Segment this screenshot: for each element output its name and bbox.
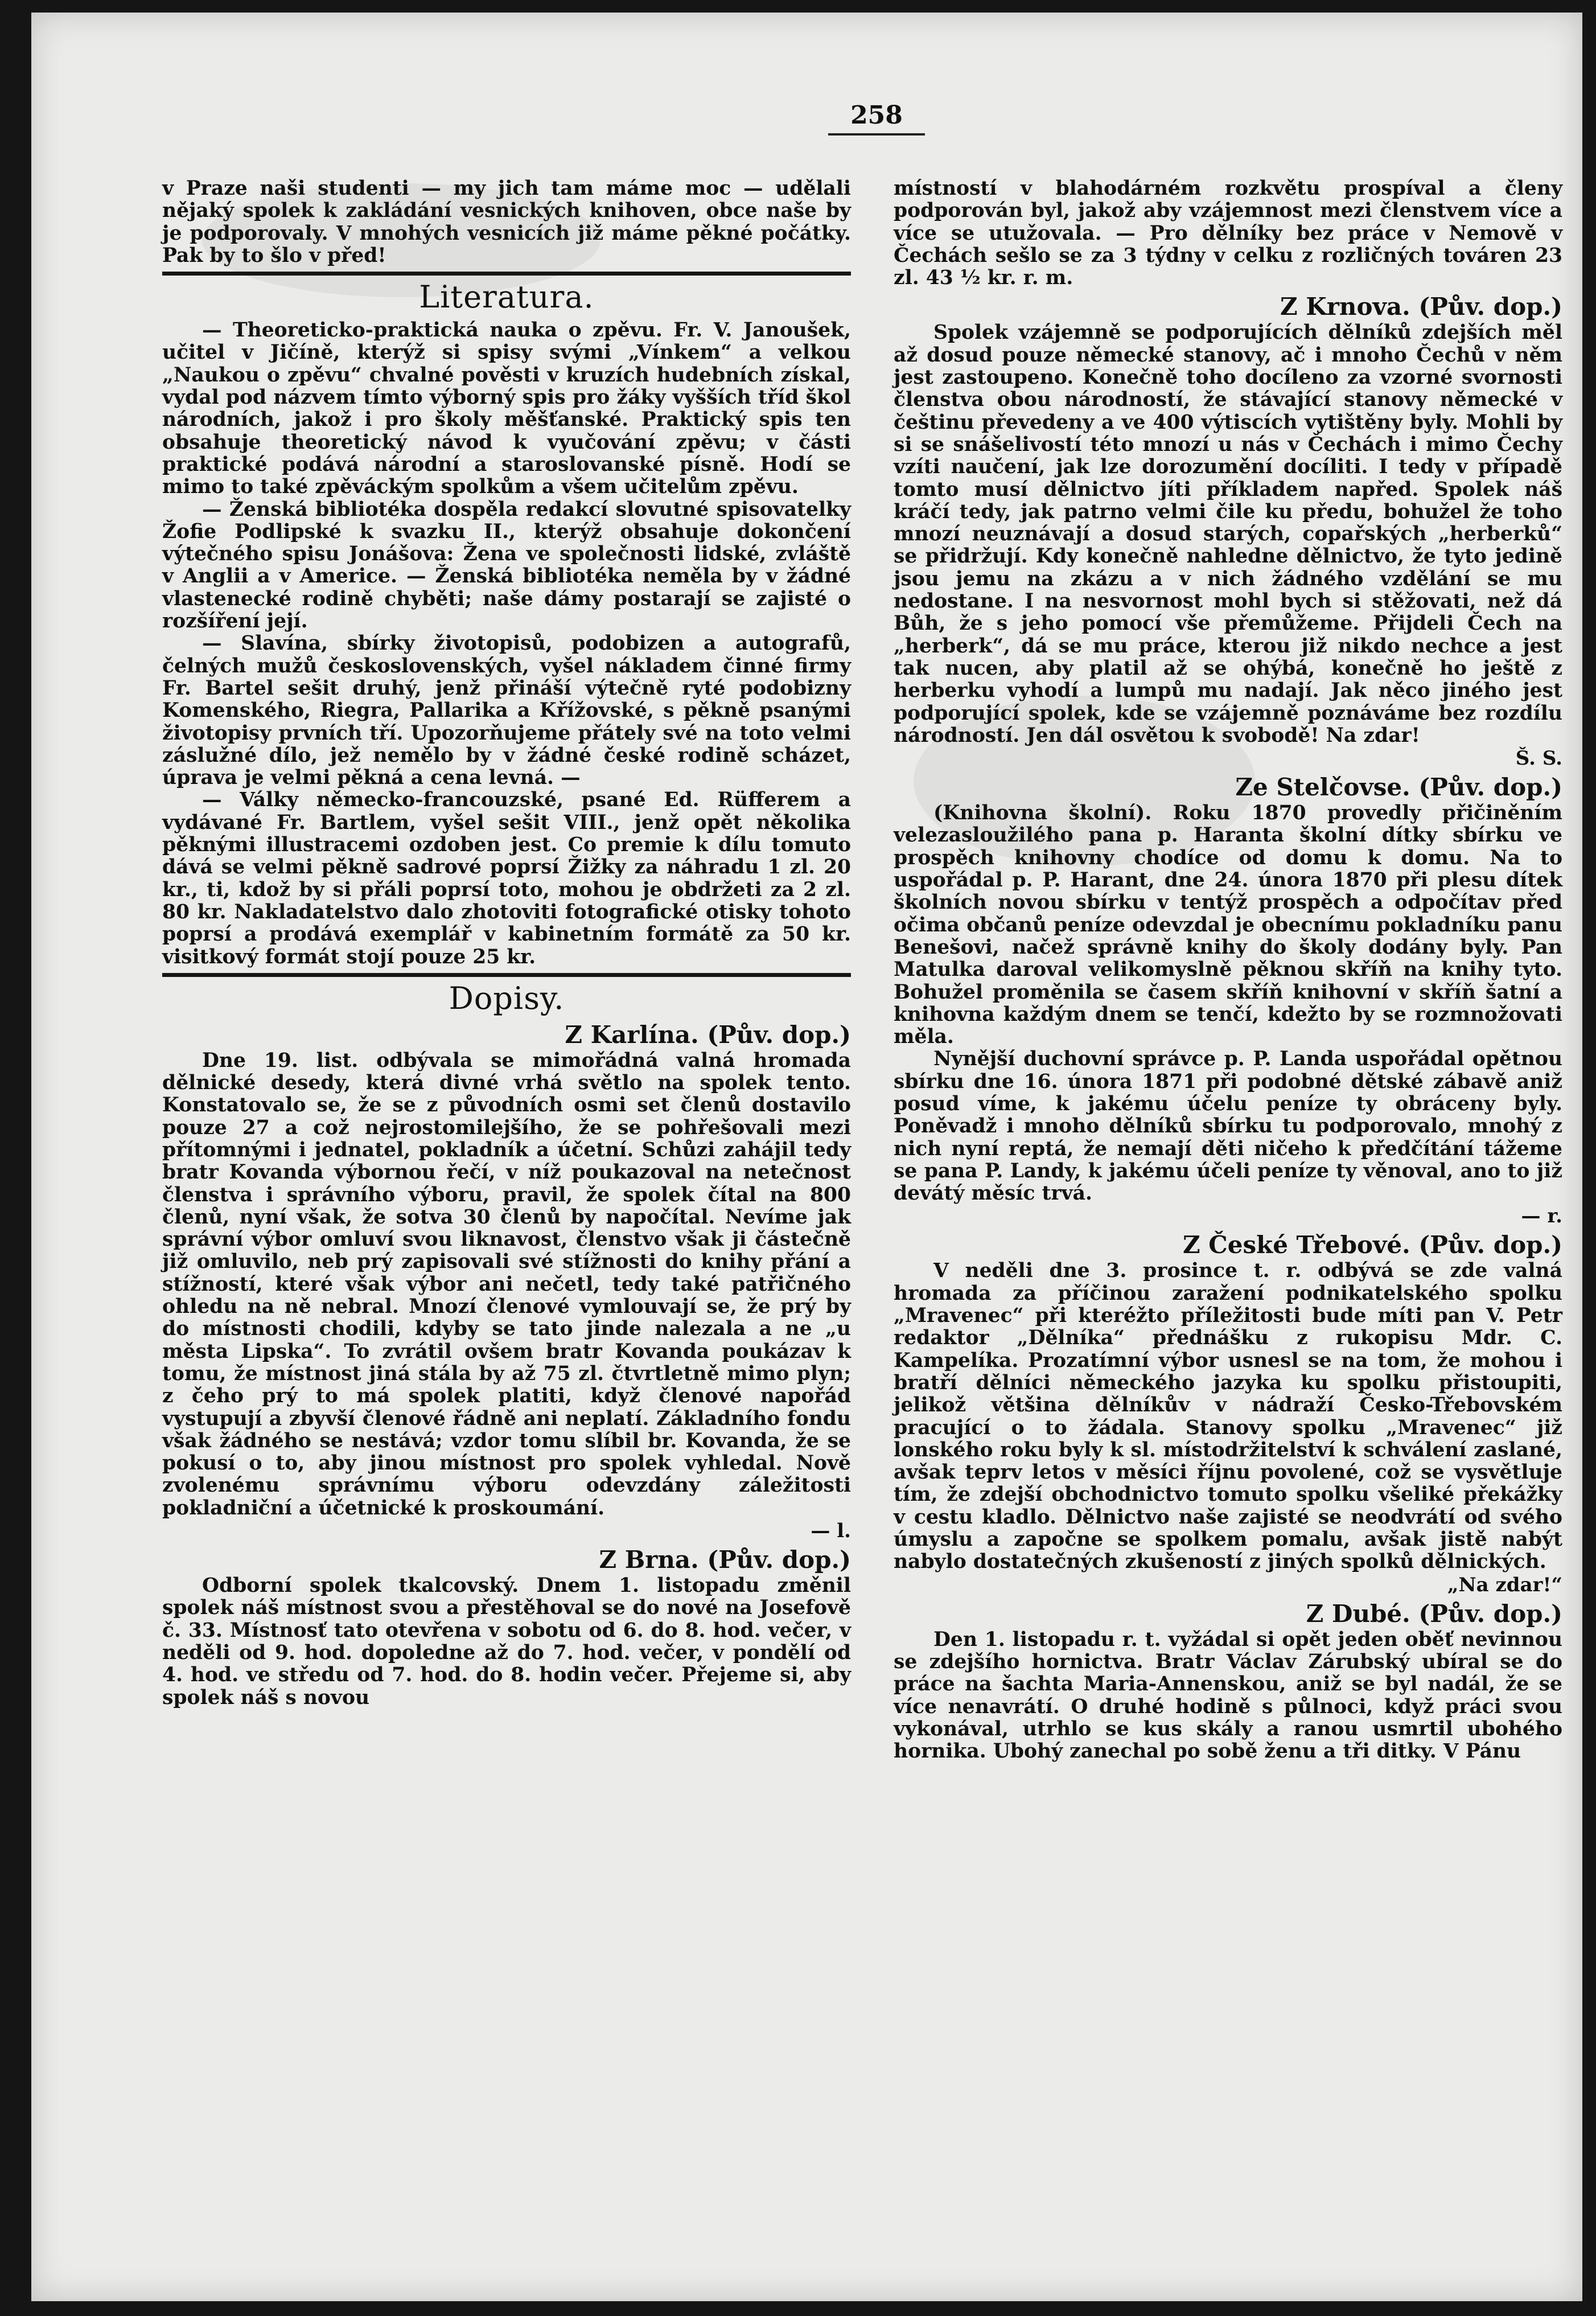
literature-item: — Theoreticko-praktická nauka o zpěvu. Fr. V. Janoušek, učitel v Jičíně, kterýž si spisy svými „Vínkem“ a velkou „Naukou o zpěvu“ chvalné pověsti v kruzích hudebních získal, vydal pod názvem tímto výborný spis pro žáky vyšších tříd škol národních, jakož i pro školy měšťanské. Praktický spis ten obsahuje theoretický návod k vyučování zpěvu; v části praktické podává národní a staroslovanské písně. Hodí se mimo to také zpěváckým spolkům a všem učitelům zpěvu. (162, 319, 851, 499)
letter-place-karlin: Z Karlína. (Pův. dop.) (565, 1020, 851, 1049)
left-column (162, 178, 851, 1709)
letter-place-dube: Z Dubé. (Pův. dop.) (1306, 1599, 1562, 1628)
letter-signature: Š. S. (1515, 747, 1562, 770)
letter-place-brno: Z Brna. (Pův. dop.) (599, 1546, 851, 1574)
literatura-heading: Literatura. (419, 279, 594, 315)
section-divider (162, 272, 851, 276)
letter-text-trebova: V neděli dne 3. prosince t. r. odbývá se zde valná hromada za příčinou zaražení podnikatelského spolku „Mravenec“ při kteréžto příležitosti bude míti pan V. Petr redaktor „Dělníka“ přednášku z rukopisu Mdr. C. Kampelíka. Prozatímní výbor usnesl se na tom, že mohou i bratří dělníci německého jazyka ku spolku přistoupiti, jelikož většina dělníkův v nádraží Česko-Třebovském pracující o to žádala. Stanovy spolku „Mravenec“ již lonského roku byly k sl. místodržitelství k schválení zaslané, avšak teprv letos v měsíci říjnu povolené, což se vysvětluje tím, že zdejší obchodnictvo tomuto spolku všeliké překážky v cestu kladlo. Dělnictvo naše zajisté se neodvrátí od svého úmyslu a započne se spolkem pomalu, avšak jistě nabýt nabylo dostatečných zkušeností z jiných spolků dělnických. (894, 1259, 1562, 1574)
letter-place-krnov: Z Krnova. (Pův. dop.) (1280, 293, 1562, 321)
newspaper-page (31, 13, 1582, 2301)
brno-continuation: místností v blahodárném rozkvětu prospíval a členy podporován byl, jakož aby vzájemnost mezi členstvem více a více se utužovala. — Pro dělníky bez práce v Nemově v Čechách sešlo se za 3 týdny v celku z rozličných továren 23 zl. 43 ½ kr. r. m. (894, 177, 1562, 290)
letter-text-krnov: Spolek vzájemně se podporujících dělníků zdejších měl až dosud pouze německé stanovy, ač i mnoho Čechů v něm jest zastoupeno. Konečně toho docíleno za vzorné svornosti členstva obou národností, že stávající stanovy německé v češtinu převedeny a ve 400 výtiscích vytištěny byly. Mohli by si se snášelivostí této mnozí u nás v Čechách i mimo Čechy vzíti naučení, jak lze dorozumění docíliti. I tedy v případě tomto musí dělnictvo jíti příkladem napřed. Spolek náš kráčí tedy, jak patrno velmi čile ku předu, bohužel že toho mnozí neuznávají a dosud starých, copařských „herberků“ se přidržují. Kdy konečně nahledne dělnictvo, že tyto jedině jsou jemu na zkázu a v nich žádného vzdělání se mu nedostane. I na nesvornost mohl bych si stěžovati, než dá Bůh, že s jeho pomocí vše přemůžeme. Přijdeli Čech na „herberk“, dá se mu práce, kterou již nikdo nechce a jest tak nucen, aby platil až se ohýbá, konečně ho ještě z herberku vyhodí a lumpů mu nadají. Jak něco jiného jest podporující spolek, kde se vzájemně poznáváme bez rozdílu národností. Jen dál osvětou k svobodě! Na zdar! (894, 321, 1562, 747)
letter-text-dube: Den 1. listopadu r. t. vyžádal si opět jeden oběť nevinnou se zdejšího hornictva. Bratr Václav Zárubský ubíral se do práce na šachta Maria-Annenskou, aniž se byl nadál, že se více nenavrátí. O druhé hodině s půlnoci, když práci svou vykonával, utrhlo se kus skály a ranou usmrtil ubohého hornika. Ubohý zanechal po sobě ženu a tři ditky. V Pánu (894, 1628, 1562, 1763)
letter-text-stelcovse-2: Nynější duchovní správce p. P. Landa uspořádal opětnou sbírku dne 16. února 1871 při podobné dětské zábavě aniž posud víme, k jakému účelu peníze ty obráceny byly. Poněvadž i mnoho dělníků sbírku tu podporovalo, mnohý z nich nyní reptá, že nemají děti ničeho k předčítání tážeme se pana P. Landy, k jakému účeli peníze ty věnoval, ano to již devátý měsíc trvá. (894, 1048, 1562, 1205)
letter-signature: „Na zdar!“ (1447, 1573, 1562, 1596)
dopisy-heading: Dopisy. (449, 980, 565, 1016)
literature-item: — Války německo-francouzské, psané Ed. Rüfferem a vydávané Fr. Bartlem, vyšel sešit VIII., jenž opět několika pěknými illustracemi ozdoben jest. Co premie k dílu tomuto dává se velmi pěkně sadrové poprsí Žižky za náhradu 1 zl. 20 kr., ti, kdož by si přáli poprsí toto, mohou je obdržeti za 2 zl. 80 kr. Nakladatelstvo dalo zhotoviti fotografické otisky tohoto poprsí a prodává exemplář v kabinetním formátě za 50 kr. visitkový formát stojí pouze 25 kr. (162, 789, 851, 968)
intro-paragraph: v Praze naši studenti — my jich tam máme moc — udělali nějaký spolek k zakládání vesnických knihoven, obce naše by je podporovaly. V mnohých vesnicích již máme pěkné počátky. Pak by to šlo v před! (162, 177, 851, 267)
letter-signature: — l. (811, 1520, 851, 1543)
section-divider (162, 973, 851, 977)
letter-place-stelcovse: Ze Stelčovse. (Pův. dop.) (1235, 773, 1562, 802)
letter-place-trebova: Z České Třebové. (Pův. dop.) (1183, 1231, 1562, 1259)
letter-text-brno: Odborní spolek tkalcovský. Dnem 1. listopadu změnil spolek náš místnost svou a přestěhoval se do nové na Josefově č. 33. Místnosť tato otevřena v sobotu od 6. do 8. hod. večer, v neděli od 9. hod. dopoledne až do 7. hod. večer, v pondělí od 4. hod. ve středu od 7. hod. do 8. hodin večer. Přejeme si, aby spolek náš s novou (162, 1574, 851, 1709)
letter-text-stelcovse: (Knihovna školní). Roku 1870 provedly přičiněním velezasloužilého pana p. Haranta školní dítky sbírku ve prospěch knihovny chodíce od domu k domu. Na to uspořádal p. P. Harant, dne 24. února 1870 při plesu dítek školních novou sbírku v tentýž prospěch a odpočítav před očima občanů peníze odevzdal je obecnímu pokladníku panu Benešovi, načež správně knihy do školy dodány byly. Pan Matulka daroval velikomyslně pěknou skříň na knihy tyto. Bohužel proměnila se časem skříň knihovní v skříň šatní a knihovna každým dnem se tenčí, kdežto by se rozmnožovati měla. (894, 802, 1562, 1049)
letter-text-karlin: Dne 19. list. odbývala se mimořádná valná hromada dělnické desedy, která divné vrhá světlo na spolek tento. Konstatovalo se, že se z původních osmi set členů dostavilo pouze 27 a což nejrostomilejšího, že se pohřešovali mezi přítomnými i jednatel, pokladník a účetní. Schůzi zahájil tedy bratr Kovanda výbornou řečí, v níž poukazoval na netečnost členstva i správního výboru, pravil, že spolek čítal na 800 členů, nyní však, že sotva 30 členů by napočítal. Nevíme jak správní výbor omluví svou liknavost, členstvo však ji částečně již omluvilo, neb prý zapisovali své stížnosti do knihy přání a stížností, které však výbor ani nečetl, tedy také patřičného ohledu na ně nebral. Mnozí členové vymlouvají se, že prý by do místnosti chodili, kdyby se tato jinde nalezala a ne „u města Lipska“. To zvrátil ovšem bratr Kovanda poukázav k tomu, že místnost jiná stála by až 75 zl. čtvrtletně mimo plyn; z čeho prý to má spolek platiti, když členové napořád vystupují a zbyvší členové řádně ani neplatí. Základního fondu však žádného se nestává; vzdor tomu slíbil br. Kovanda, že se pokusí o to, aby jinou místnost pro spolek vyhledal. Nově zvolenému správnímu výboru odevzdány záležitosti pokladniční a účetnické k proskoumání. (162, 1049, 851, 1520)
letter-signature: — r. (1521, 1205, 1562, 1228)
literature-item: — Ženská bibliotéka dospěla redakcí slovutné spisovatelky Žofie Podlipské k svazku II., kterýž obsahuje dokončení výtečného spisu Jonášova: Žena ve společnosti lidské, zvláště v Anglii a v Americe. — Ženská bibliotéka neměla by v žádné vlastenecké rodině chyběti; naše dámy postarají se zajisté o rozšíření její. (162, 498, 851, 633)
literature-item: — Slavína, sbírky životopisů, podobizen a autografů, čelných mužů československých, vyšel nákladem činné firmy Fr. Bartel sešit druhý, jenž přináší výtečně ryté podobizny Komenského, Riegra, Pallarika a Křížovské, s pěkně psanými životopisy prvních tří. Upozorňujeme přátely své na toto velmi záslužné dílo, jež nemělo by v žádné české rodině scházet, úprava je velmi pěkná a cena levná. — (162, 632, 851, 790)
page-number: 258 (828, 101, 925, 135)
right-column (894, 178, 1562, 1763)
